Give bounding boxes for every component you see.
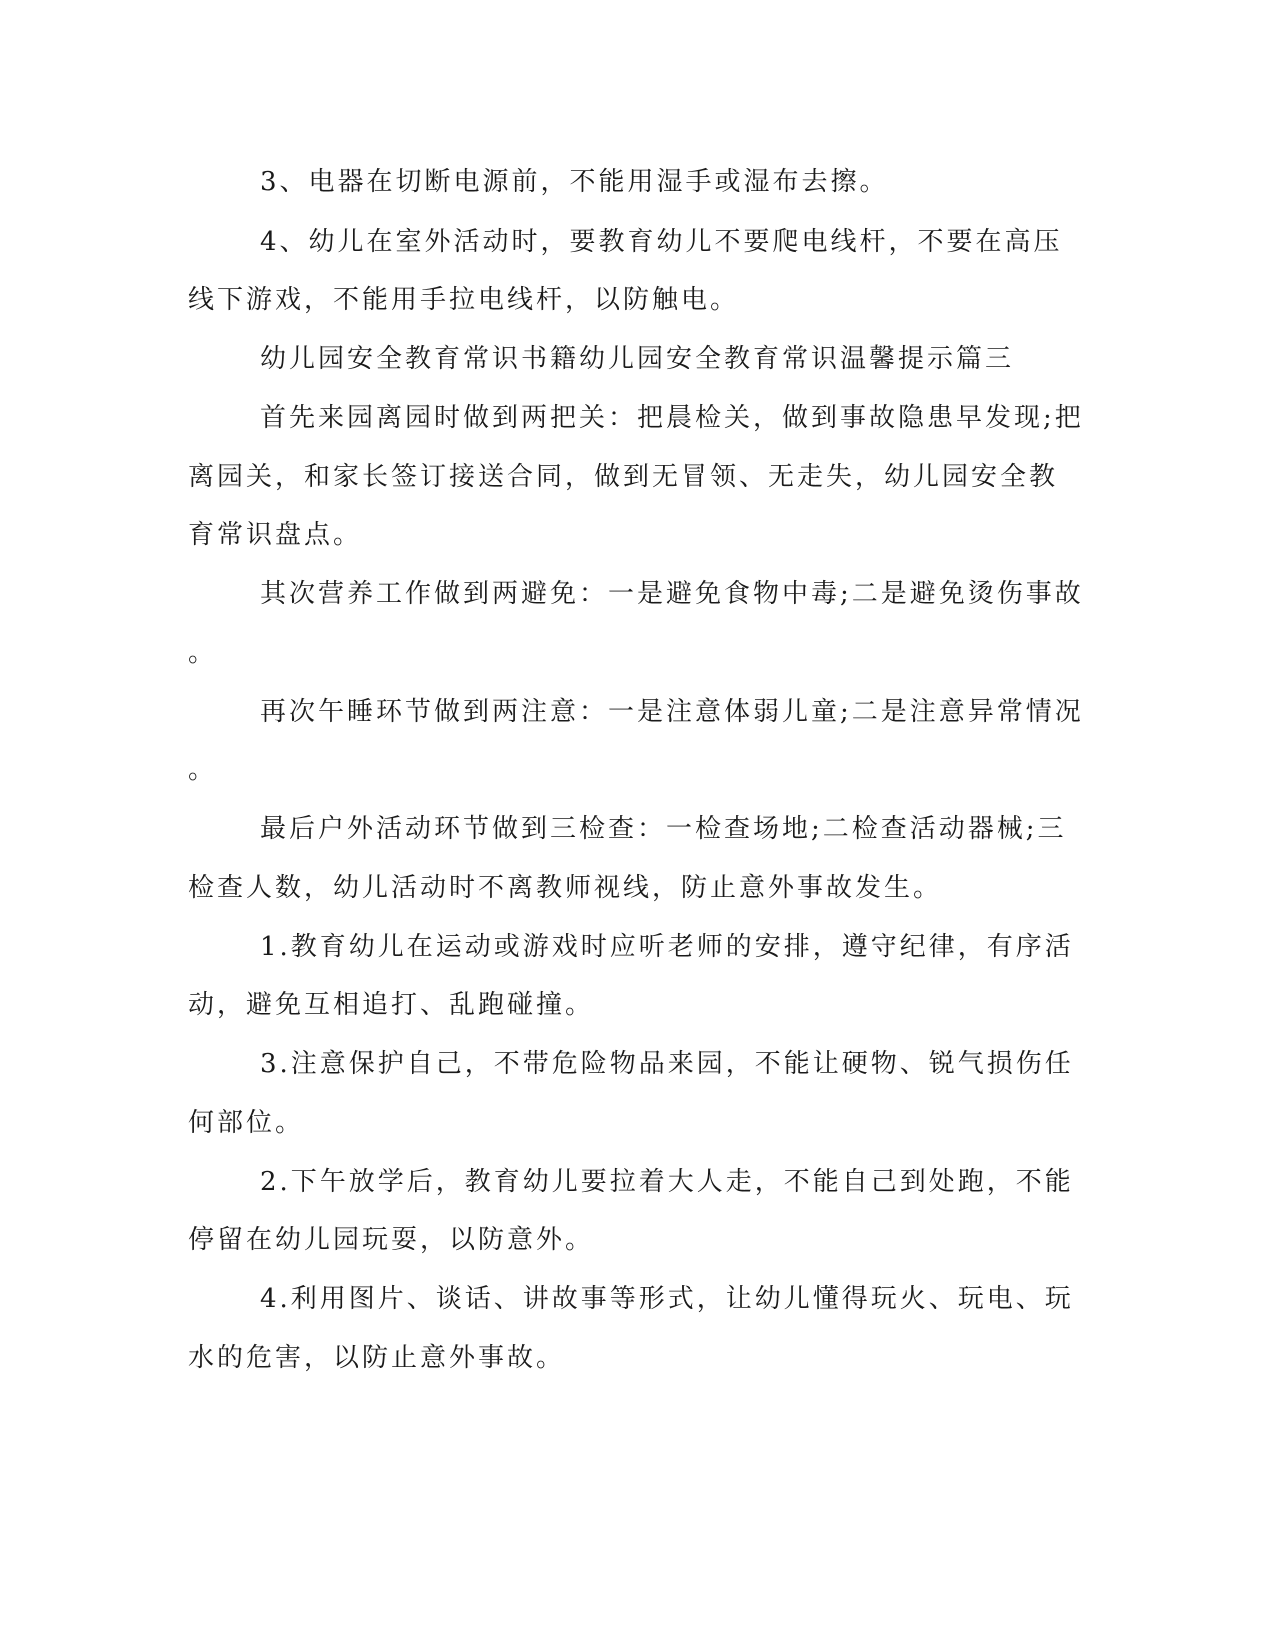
- text-line: 何部位。: [188, 1108, 305, 1138]
- text-line: 首先来园离园时做到两把关：把晨检关，做到事故隐患早发现;把: [260, 403, 1084, 433]
- text-line: 3.注意保护自己，不带危险物品来园，不能让硬物、锐气损伤任: [260, 1049, 1074, 1079]
- text-line: 2.下午放学后，教育幼儿要拉着大人走，不能自己到处跑，不能: [260, 1167, 1074, 1197]
- text-line: 离园关，和家长签订接送合同，做到无冒领、无走失，幼儿园安全教: [188, 462, 1059, 492]
- text-line: 4.利用图片、谈话、讲故事等形式，让幼儿懂得玩火、玩电、玩: [260, 1284, 1074, 1314]
- text-line: 。: [188, 755, 218, 785]
- section-heading: 幼儿园安全教育常识书籍幼儿园安全教育常识温馨提示篇三: [260, 344, 1015, 374]
- text-line: 停留在幼儿园玩耍，以防意外。: [188, 1225, 595, 1255]
- text-line: 。: [188, 638, 218, 668]
- text-line: 检查人数，幼儿活动时不离教师视线，防止意外事故发生。: [188, 873, 943, 903]
- text-line: 1.教育幼儿在运动或游戏时应听老师的安排，遵守纪律，有序活: [260, 932, 1074, 962]
- text-line: 3、电器在切断电源前，不能用湿手或湿布去擦。: [260, 167, 889, 197]
- text-line: 线下游戏，不能用手拉电线杆，以防触电。: [188, 285, 740, 315]
- document-page: [188, 0, 1084, 1650]
- text-line: 育常识盘点。: [188, 520, 363, 550]
- text-line: 最后户外活动环节做到三检查：一检查场地;二检查活动器械;三: [260, 814, 1067, 844]
- text-line: 4、幼儿在室外活动时，要教育幼儿不要爬电线杆，不要在高压: [260, 227, 1063, 257]
- text-line: 动，避免互相追打、乱跑碰撞。: [188, 990, 595, 1020]
- text-line: 其次营养工作做到两避免：一是避免食物中毒;二是避免烫伤事故: [260, 579, 1084, 609]
- text-line: 水的危害，以防止意外事故。: [188, 1343, 566, 1373]
- text-line: 再次午睡环节做到两注意：一是注意体弱儿童;二是注意异常情况: [260, 697, 1084, 727]
